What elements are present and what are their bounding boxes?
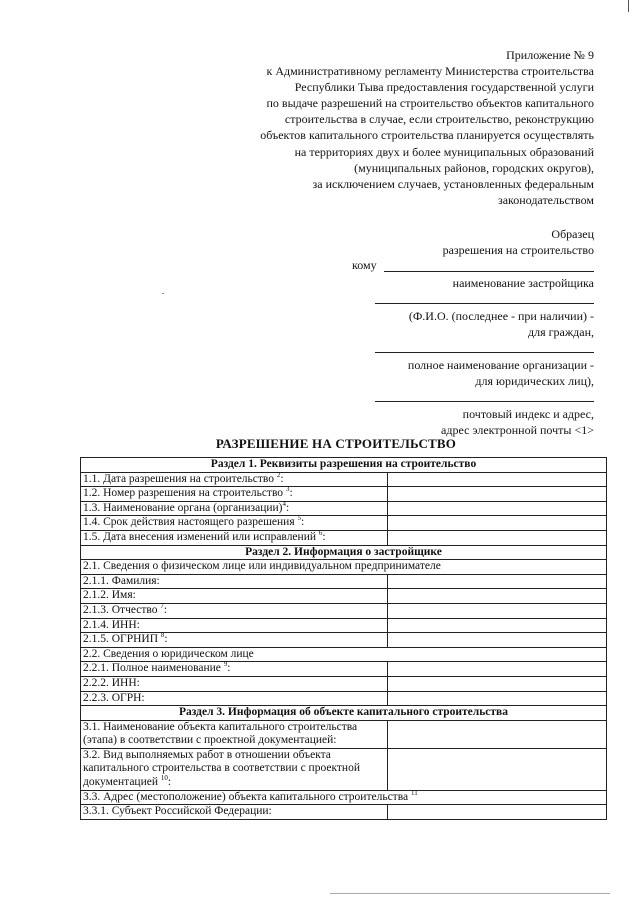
fio-caption-2: для граждан, (527, 325, 594, 339)
field-value[interactable] (388, 516, 607, 531)
table-row (81, 516, 607, 531)
section-heading-row (81, 458, 607, 473)
table-row (81, 720, 607, 748)
fio-caption-1: (Ф.И.О. (последнее - при наличии) - (408, 309, 594, 323)
field-label: 1.2. Номер разрешения на строительство $^3$: (81, 487, 388, 502)
org-caption-2: для юридических лиц), (475, 374, 594, 388)
appendix-line: (муниципальных районов, городских округов), (354, 160, 594, 175)
table-row (81, 501, 607, 516)
field-value[interactable] (388, 487, 607, 502)
sample-label: Образец (551, 227, 594, 241)
field-label: 2.1.5. ОГРНИП $^8$: (81, 633, 388, 648)
appendix-header (214, 47, 594, 208)
field-value[interactable] (388, 720, 607, 748)
table-row (81, 676, 607, 691)
field-label: 1.3. Наименование органа (организации)$^4$: (81, 501, 388, 516)
footnote-ref: 6 (318, 528, 323, 537)
subsection-label: 2.1. Сведения о физическом лице или индивидуальном предпринимателе (81, 560, 607, 575)
footnote-ref: 8 (160, 631, 165, 640)
section2-heading: Раздел 2. Информация о застройщике (81, 545, 607, 560)
table-row (81, 691, 607, 706)
footnote-ref: 7 (160, 601, 164, 610)
footnote-ref: 4 (282, 499, 286, 508)
scan-bottom-edge (330, 893, 610, 894)
field-label: 2.1.3. Отчество $^7$: (81, 603, 388, 618)
field-value[interactable] (388, 472, 607, 487)
field-value[interactable] (388, 589, 607, 604)
field-value[interactable] (388, 618, 607, 633)
field-label: 3.2. Вид выполняемых работ в отношении объекта капитального строительства в соответствии с проектной документацией $^{10}$: (81, 748, 388, 790)
appendix-line: за исключением случаев, установленных федеральным (312, 176, 594, 191)
to-underline (384, 271, 594, 272)
field-label: 1.1. Дата разрешения на строительство $^2$: (81, 472, 388, 487)
permit-form-table (80, 457, 607, 820)
footnote-ref: 11 (410, 788, 418, 797)
field-label: 2.2.1. Полное наименование $^9$: (81, 662, 388, 677)
fio-line-row (340, 291, 594, 308)
appendix-line: Приложение № 9 (506, 48, 594, 62)
table-row (81, 633, 607, 648)
table-row (81, 603, 607, 618)
org-underline (375, 352, 594, 353)
footnote-ref: 3 (285, 485, 290, 494)
appendix-line: Республики Тыва предоставления государственной услуги (294, 80, 594, 95)
table-row (81, 487, 607, 502)
developer-name-caption: наименование застройщика (452, 276, 594, 290)
subsection-label: 3.3. Адрес (местоположение) объекта капитального строительства $^{11}$ (81, 790, 607, 805)
sample-subtitle: разрешения на строительство (442, 243, 594, 257)
scan-edge-mark (628, 0, 629, 12)
appendix-line: строительства в случае, если строительство, реконструкцию (284, 112, 594, 127)
field-value[interactable] (388, 748, 607, 790)
footnote-ref: 5 (297, 514, 302, 523)
field-label: 1.4. Срок действия настоящего разрешения $^5$: (81, 516, 388, 531)
footnote-ref: 2 (276, 470, 281, 479)
field-label: 2.2.2. ИНН: (81, 676, 388, 691)
org-caption-1: полное наименование организации - (407, 358, 594, 372)
table-row (81, 790, 607, 805)
section1-heading: Раздел 1. Реквизиты разрешения на строительство (81, 458, 607, 473)
address-line-row (340, 389, 594, 406)
field-value[interactable] (388, 603, 607, 618)
field-value[interactable] (388, 676, 607, 691)
table-row (81, 472, 607, 487)
to-label: кому (352, 258, 377, 272)
org-line-row (340, 340, 594, 357)
field-value[interactable] (388, 662, 607, 677)
table-row (81, 574, 607, 589)
table-row (81, 647, 607, 662)
section3-heading: Раздел 3. Информация об объекте капитального строительства (81, 706, 607, 721)
field-value[interactable] (388, 530, 607, 545)
subsection-label: 2.2. Сведения о юридическом лице (81, 647, 607, 662)
field-value[interactable] (388, 805, 607, 820)
table-row (81, 530, 607, 545)
section-heading-row (81, 706, 607, 721)
scan-speck (162, 293, 164, 294)
field-label: 3.1. Наименование объекта капитального строительства (этапа) в соответствии с проектной документацией: (81, 720, 388, 748)
address-caption-2: адрес электронной почты <1> (441, 423, 594, 437)
field-value[interactable] (388, 574, 607, 589)
field-label: 2.2.3. ОГРН: (81, 691, 388, 706)
appendix-line: по выдаче разрешений на строительство объектов капитального (266, 96, 594, 111)
appendix-line: на территориях двух и более муниципальных образований (294, 144, 594, 159)
document-title: РАЗРЕШЕНИЕ НА СТРОИТЕЛЬСТВО (215, 436, 457, 451)
field-value[interactable] (388, 501, 607, 516)
field-label: 2.1.2. Имя: (81, 589, 388, 604)
appendix-line: законодательством (497, 192, 594, 207)
field-label: 1.5. Дата внесения изменений или исправлений $^6$: (81, 530, 388, 545)
field-value[interactable] (388, 691, 607, 706)
field-label: 2.1.4. ИНН: (81, 618, 388, 633)
table-row (81, 662, 607, 677)
table-row (81, 805, 607, 820)
field-value[interactable] (388, 633, 607, 648)
appendix-line: к Административному регламенту Министерства строительства (266, 64, 594, 79)
recipient-block (340, 258, 594, 438)
table-row (81, 560, 607, 575)
table-row (81, 748, 607, 790)
footnote-ref: 10 (160, 774, 168, 783)
address-underline (375, 401, 594, 402)
appendix-line: объектов капитального строительства планируется осуществлять (260, 128, 594, 143)
table-row (81, 618, 607, 633)
field-label: 2.1.1. Фамилия: (81, 574, 388, 589)
sample-label-block (294, 226, 594, 258)
footnote-ref: 9 (223, 660, 228, 669)
address-caption-1: почтовый индекс и адрес, (462, 407, 594, 421)
fio-underline (375, 303, 594, 304)
to-row (340, 258, 594, 275)
field-label: 3.3.1. Субъект Российской Федерации: (81, 805, 388, 820)
section-heading-row (81, 545, 607, 560)
